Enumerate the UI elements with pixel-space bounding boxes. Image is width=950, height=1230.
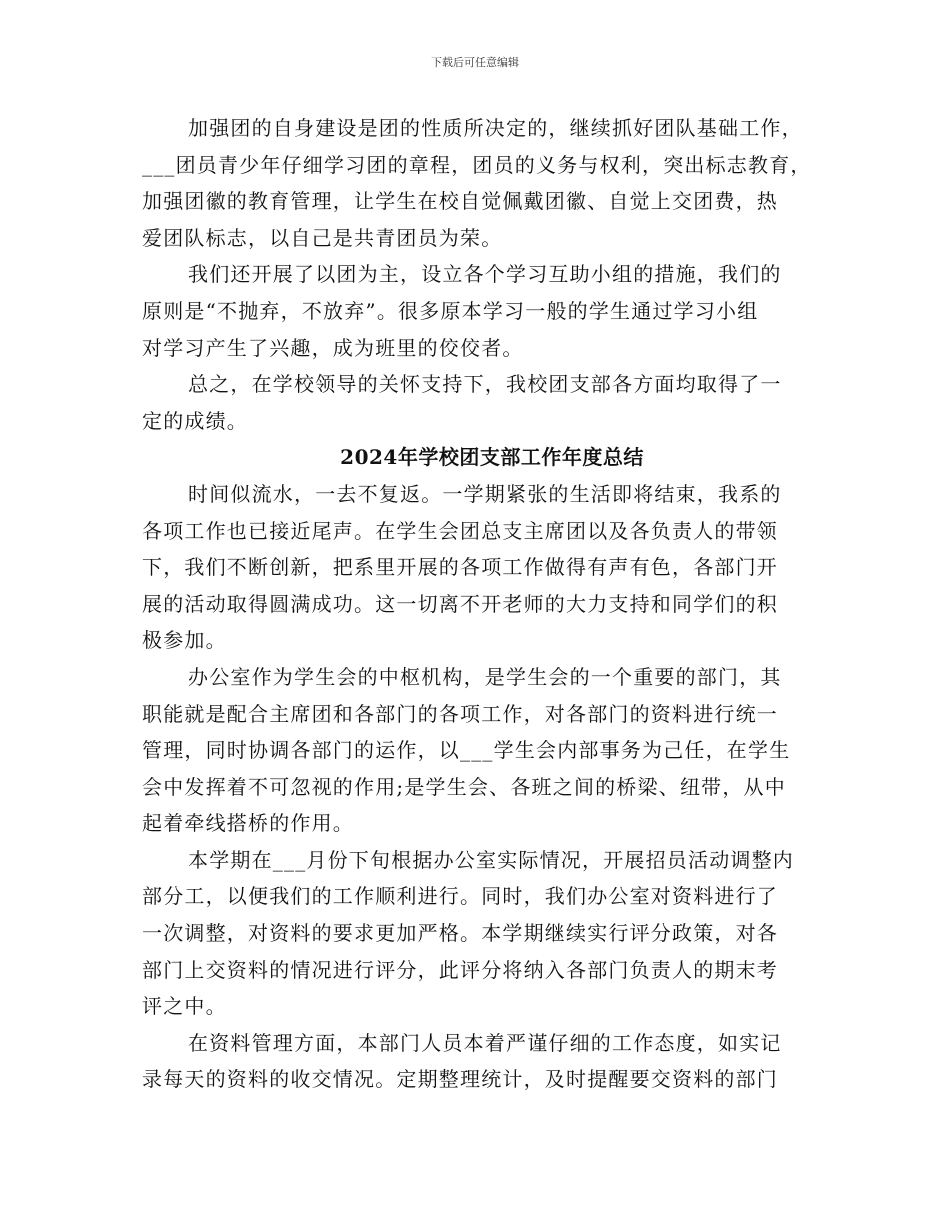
- paragraph-line: 管理，同时协调各部门的运作，以___学生会内部事务为己任，在学生: [142, 738, 791, 763]
- paragraph-line: 原则是“不抛弃，不放弃”。很多原本学习一般的学生通过学习小组: [142, 298, 759, 323]
- paragraph-line: 部门上交资料的情况进行评分，此评分将纳入各部门负责人的期末考: [142, 957, 778, 982]
- paragraph-line: 爱团队标志，以自己是共青团员为荣。: [142, 225, 503, 250]
- paragraph-line: ___团员青少年仔细学习团的章程，团员的义务与权利，突出标志教育，: [142, 152, 812, 177]
- paragraph-first-line: 时间似流水，一去不复返。一学期紧张的生活即将结束，我系的: [188, 481, 782, 506]
- paragraph-line: 职能就是配合主席团和各部门的各项工作，对各部门的资料进行统一: [142, 701, 778, 726]
- paragraph-first-line: 办公室作为学生会的中枢机构，是学生会的一个重要的部门，其: [188, 664, 782, 689]
- paragraph-line: 加强团徽的教育管理，让学生在校自觉佩戴团徽、自觉上交团费，热: [142, 189, 778, 214]
- paragraph-first-line: 总之，在学校领导的关怀支持下，我校团支部各方面均取得了一: [188, 372, 782, 397]
- paragraph-line: 一次调整，对资料的要求更加严格。本学期继续实行评分政策，对各: [142, 921, 778, 946]
- paragraph-first-line: 加强团的自身建设是团的性质所决定的，继续抓好团队基础工作，: [188, 116, 803, 140]
- paragraph-first-line: 本学期在___月份下旬根据办公室实际情况，开展招员活动调整内: [188, 847, 794, 872]
- paragraph-line: 下，我们不断创新，把系里开展的各项工作做得有声有色，各部门开: [142, 555, 778, 580]
- page-header: 下载后可任意编辑: [431, 56, 519, 69]
- paragraph-line: 部分工，以便我们的工作顺利进行。同时，我们办公室对资料进行了: [142, 884, 778, 909]
- paragraph-line: 评之中。: [142, 994, 227, 1019]
- paragraph-line: 会中发挥着不可忽视的作用;是学生会、各班之间的桥梁、纽带，从中: [142, 774, 786, 799]
- paragraph-first-line: 我们还开展了以团为主，设立各个学习互助小组的措施，我们的: [188, 262, 782, 287]
- paragraph-first-line: 在资料管理方面，本部门人员本着严谨仔细的工作态度，如实记: [188, 1030, 782, 1055]
- paragraph-line: 对学习产生了兴趣，成为班里的佼佼者。: [142, 335, 524, 360]
- paragraph-line: 各项工作也已接近尾声。在学生会团总支主席团以及各负责人的带领: [142, 518, 778, 543]
- paragraph-line: 录每天的资料的收交情况。定期整理统计，及时提醒要交资料的部门: [142, 1067, 778, 1092]
- paragraph-line: 展的活动取得圆满成功。这一切离不开老师的大力支持和同学们的积: [142, 591, 778, 616]
- paragraph-line: 极参加。: [142, 628, 227, 653]
- paragraph-line: 起着牵线搭桥的作用。: [142, 811, 354, 836]
- paragraph-line: 定的成绩。: [142, 408, 248, 433]
- section-title: 2024年学校团支部工作年度总结: [340, 445, 644, 470]
- document-body: [142, 110, 822, 1098]
